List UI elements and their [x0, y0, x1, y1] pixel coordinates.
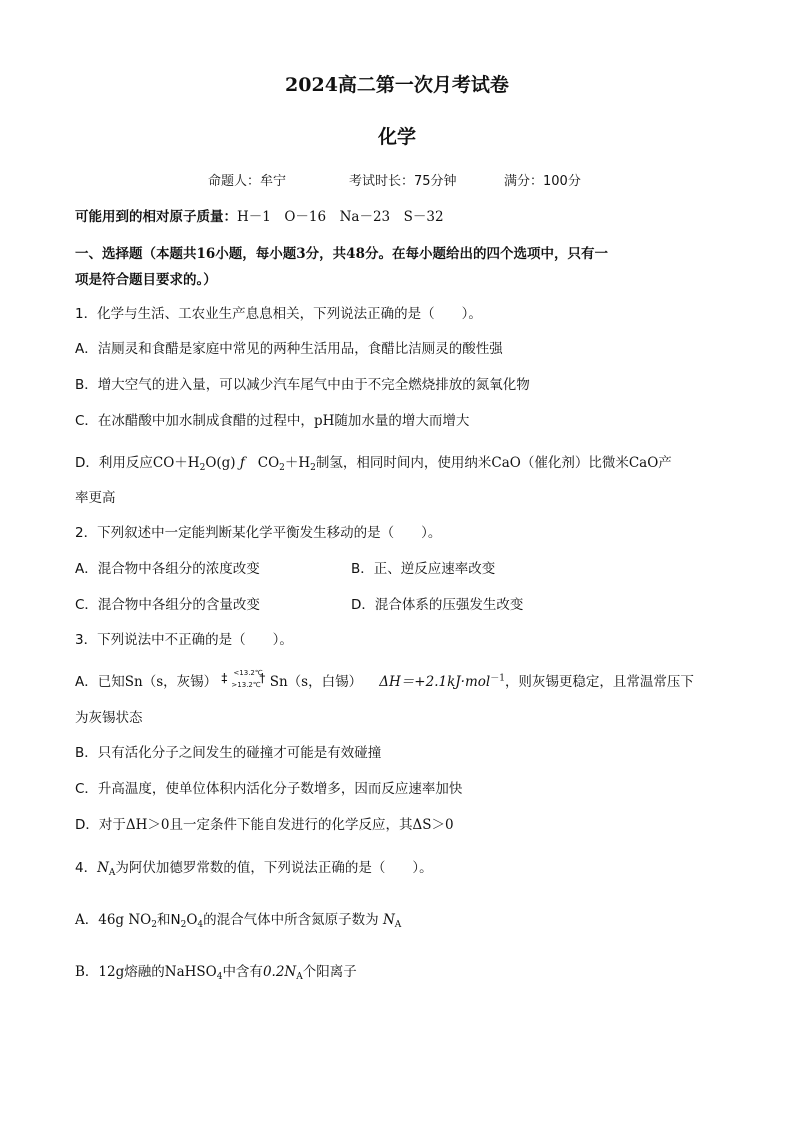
- enthalpy-value: ΔH＝+2.1kJ·mol$^{-1}$: [379, 673, 505, 690]
- exam-title: 2024高二第一次月考试卷: [285, 74, 509, 96]
- atomic-mass-line: [75, 205, 444, 225]
- q3-option-b: B．只有活化分子之间发生的碰撞才可能是有效碰撞: [75, 745, 382, 761]
- q1-option-d: D．利用反应$CO+H_2O(g)$ ƒ $CO_2+H_2$制氢，相同时间内，使用纳米CaO（催化剂）比微米CaO产: [75, 455, 672, 473]
- subject-title: 化学: [377, 126, 416, 148]
- q1-option-a: A．洁厕灵和食醋是家庭中常见的两种生活用品，食醋比洁厕灵的酸性强: [75, 341, 503, 357]
- duration-info: 考试时长：75分钟: [349, 174, 457, 189]
- q2-option-d: D．混合体系的压强发生改变: [351, 597, 524, 613]
- q2-option-b: B．正、逆反应速率改变: [351, 561, 496, 577]
- section-heading-1: 一、选择题（本题共16小题，每小题3分，共48分。在每小题给出的四个选项中，只有一: [75, 246, 608, 262]
- q3-option-a-cont: 为灰锡状态: [75, 710, 143, 726]
- author-info: 命题人：牟宁: [208, 174, 287, 189]
- q2-stem: 2．下列叙述中一定能判断某化学平衡发生移动的是（ ）。: [75, 525, 442, 541]
- q3-option-c: C．升高温度，使单位体积内活化分子数增多，因而反应速率加快: [75, 781, 463, 797]
- score-info: 满分：100分: [504, 174, 581, 189]
- section-heading-2: 项是符合题目要求的。）: [75, 272, 217, 288]
- q1-stem: 1．化学与生活、工农业生产息息相关，下列说法正确的是（ ）。: [75, 306, 482, 322]
- atomic-mass-values: H－1 O－16 Na－23 S－32: [237, 209, 444, 225]
- q4-option-b: B．12g熔融的NaHSO$_4$中含有$0.2N_A$个阳离子: [75, 964, 357, 982]
- q2-option-c: C．混合物中各组分的含量改变: [75, 597, 260, 613]
- reaction-equation: $CO+H_2O(g)$ ƒ $CO_2+H_2$: [152, 455, 316, 473]
- atomic-mass-label: 可能用到的相对原子质量：: [75, 209, 237, 225]
- q4-option-a: A．46g $NO_2$和$N_2O_4$的混合气体中所含氮原子数为 $N_A$: [75, 912, 402, 930]
- q2-option-a: A．混合物中各组分的浓度改变: [75, 561, 260, 577]
- q3-option-d: D．对于ΔH＞0且一定条件下能自发进行的化学反应，其ΔS＞0: [75, 817, 454, 833]
- q1-option-c: C．在冰醋酸中加水制成食醋的过程中，pH随加水量的增大而增大: [75, 413, 470, 429]
- q3-option-a: A．已知Sn（s，灰锡） ‡ <13.2℃ >13.2℃ † Sn（s，白锡） ΔH＝+2.1kJ·mol$^{-1}$，则灰锡更稳定，且常温常压下: [75, 670, 694, 693]
- q3-stem: 3．下列说法中不正确的是（ ）。: [75, 632, 293, 648]
- q4-stem: 4．$N_A$为阿伏加德罗常数的值，下列说法正确的是（ ）。: [75, 860, 433, 878]
- q1-option-d-cont: 率更高: [75, 490, 116, 506]
- q1-option-b: B．增大空气的进入量，可以减少汽车尾气中由于不完全燃烧排放的氮氧化物: [75, 377, 530, 393]
- equilibrium-arrow-icon: ‡ <13.2℃ >13.2℃ †: [221, 669, 266, 689]
